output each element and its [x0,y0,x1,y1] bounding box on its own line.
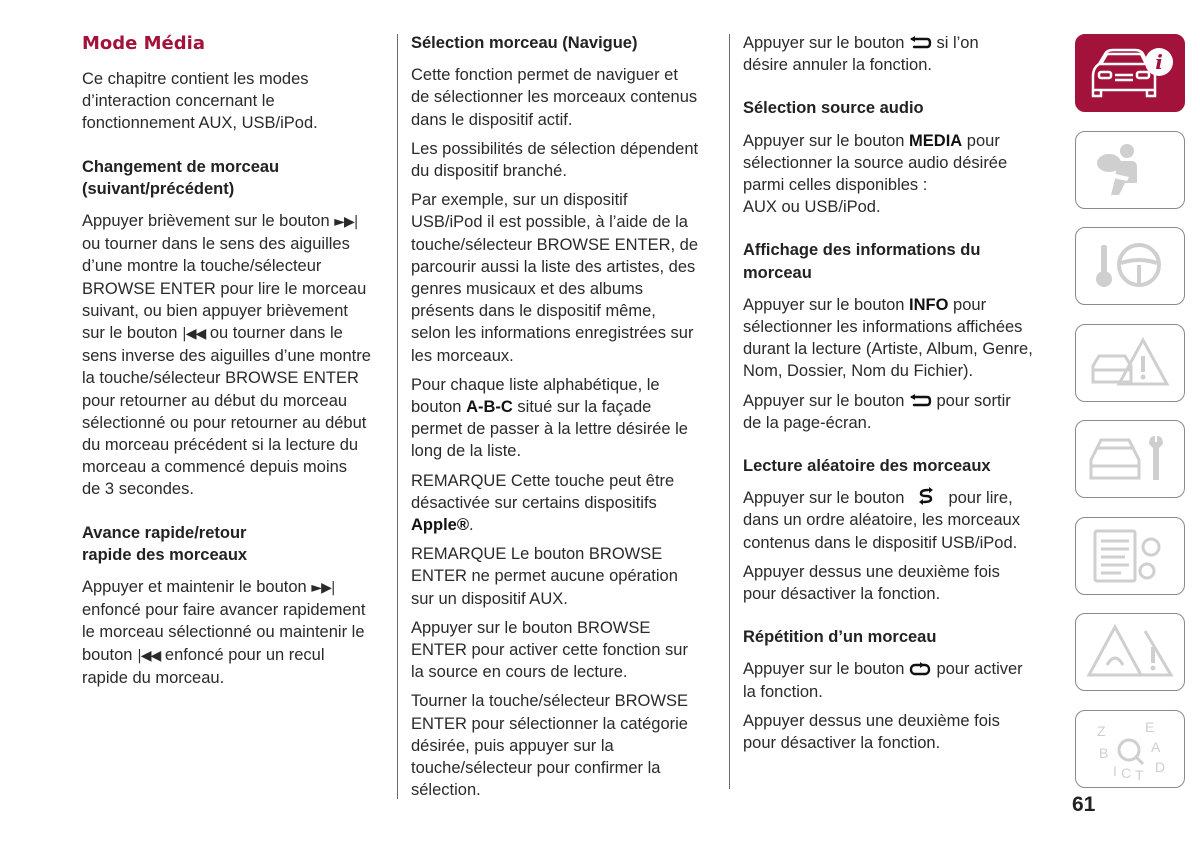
car-accident-warning-icon [1085,332,1175,394]
tab-car-info[interactable] [1075,34,1185,112]
tab-index[interactable] [1075,710,1185,788]
tab-starting[interactable] [1075,227,1185,305]
back-button-icon [908,36,932,50]
column-divider [729,34,730,789]
car-info-icon [1085,42,1175,104]
paragraph-note-aux: REMARQUE Le bouton BROWSE ENTER ne permet aucune opération sur un dispositif AUX. [411,545,678,608]
steering-wheel-key-icon [1085,235,1175,297]
section-title: Mode Média [82,33,205,54]
heading-fast-forward: Avance rapide/retour rapide des morceaux [82,523,248,564]
paragraph-audio-source: Appuyer sur le bouton MEDIA pour sélectionner la source audio désirée parmi celles disponibles : AUX ou USB/iPod. [743,131,1008,217]
heading-repeat: Répétition d’un morceau [743,628,937,647]
paragraph-note-apple: REMARQUE Cette touche peut être désactivée sur certains dispositifs Apple®. [411,471,675,535]
heading-shuffle: Lecture aléatoire des morceaux [743,457,991,476]
warning-road-icon [1085,621,1175,683]
intro-paragraph: Ce chapitre contient les modes d’interaction concernant le fonctionnement AUX, USB/iPod. [82,70,318,133]
svg-text:T: T [1135,767,1144,780]
column-2 [411,32,721,809]
paragraph: Les possibilités de sélection dépendent du dispositif branché. [411,139,699,181]
paragraph-shuffle: Appuyer sur le bouton pour lire, dans un ordre aléatoire, les morceaux contenus dans le dispositif USB/iPod. [743,489,1020,552]
column-1 [82,32,387,696]
paragraph-track-info: Appuyer sur le bouton INFO pour sélectionner les informations affichées durant la lecture (Artiste, Album, Genre, Nom, Dossier, Nom du Fichier). [743,295,1033,381]
heading-audio-source: Sélection source audio [743,99,924,118]
svg-text:Z: Z [1097,723,1106,739]
tab-maintenance[interactable] [1075,420,1185,498]
svg-text:E: E [1145,719,1155,735]
svg-text:D: D [1155,759,1166,775]
svg-text:I: I [1113,763,1117,779]
next-track-icon: ►▶| [311,580,335,597]
column-divider [397,34,398,799]
previous-track-icon: |◀◀ [137,647,161,664]
alphabet-index-icon [1085,718,1175,780]
paragraph-cancel: Appuyer sur le bouton si l’on désire annuler la fonction. [743,34,979,75]
svg-text:A: A [1151,739,1161,755]
car-wrench-icon [1085,428,1175,490]
paragraph-track-change: Appuyer brièvement sur le bouton ►▶| ou tourner dans le sens des aiguilles d’une montre la touche/sélecteur BROWSE ENTER pour lire le morceau suivant, ou bien appuyer brièvement sur le bouton |◀◀ ou tourner dans le sens inverse des aiguilles d’une montre la touche/sélecteur BROWSE ENTER pour retourner au début du morceau sélectionné ou pour retourner au début du morceau précédent si la lecture du morceau a commencé depuis moins de 3 secondes. [82,212,371,499]
paragraph-shuffle-off: Appuyer dessus une deuxième fois pour désactiver la fonction. [743,562,1000,604]
paragraph-abc: Pour chaque liste alphabétique, le bouton A-B-C situé sur la façade permet de passer à la lettre désirée le long de la liste. [411,375,688,461]
back-button-icon [908,394,932,408]
paragraph-repeat-off: Appuyer dessus une deuxième fois pour désactiver la fonction. [743,711,1000,753]
paragraph: Par exemple, sur un dispositif USB/iPod il est possible, à l’aide de la touche/sélecteur BROWSE ENTER, de parcourir aussi la liste des artistes, des genres musicaux et des albums présents dans le dispositif même, selon les informations enregistrées sur les morceaux. [411,191,699,365]
tab-warnings[interactable] [1075,613,1185,691]
tab-technical[interactable] [1075,517,1185,595]
document-gears-icon [1085,525,1175,587]
next-track-icon: ►▶| [334,214,358,231]
paragraph-fast-forward: Appuyer et maintenir le bouton ►▶| enfoncé pour faire avancer rapidement le morceau sélectionné ou maintenir le bouton |◀◀ enfoncé pour un recul rapide du morceau. [82,578,366,687]
heading-track-change: Changement de morceau (suivant/précédent) [82,157,280,198]
page-number: 61 [1072,793,1096,816]
tab-safety[interactable] [1075,131,1185,209]
tab-emergency[interactable] [1075,324,1185,402]
svg-text:C: C [1121,765,1132,780]
airbag-person-icon [1085,139,1175,201]
previous-track-icon: |◀◀ [182,326,206,343]
svg-text:B: B [1099,745,1109,761]
heading-track-info: Affichage des informations du morceau [743,241,981,282]
svg-text:i: i [1155,50,1163,74]
heading-track-selection: Sélection morceau (Navigue) [411,34,638,52]
paragraph-repeat: Appuyer sur le bouton pour activer la fonction. [743,660,1023,701]
column-3 [743,32,1053,761]
paragraph: Appuyer sur le bouton BROWSE ENTER pour activer cette fonction sur la source en cours de lecture. [411,618,688,682]
shuffle-button-icon [908,487,944,505]
repeat-button-icon [908,662,932,676]
paragraph: Tourner la touche/sélecteur BROWSE ENTER pour sélectionner la catégorie désirée, puis appuyer sur la touche/sélecteur pour confirmer la sélection. [411,692,688,800]
paragraph-exit: Appuyer sur le bouton pour sortir de la page-écran. [743,391,1011,432]
paragraph: Cette fonction permet de naviguer et de sélectionner les morceaux contenus dans le dispositif actif. [411,66,698,129]
